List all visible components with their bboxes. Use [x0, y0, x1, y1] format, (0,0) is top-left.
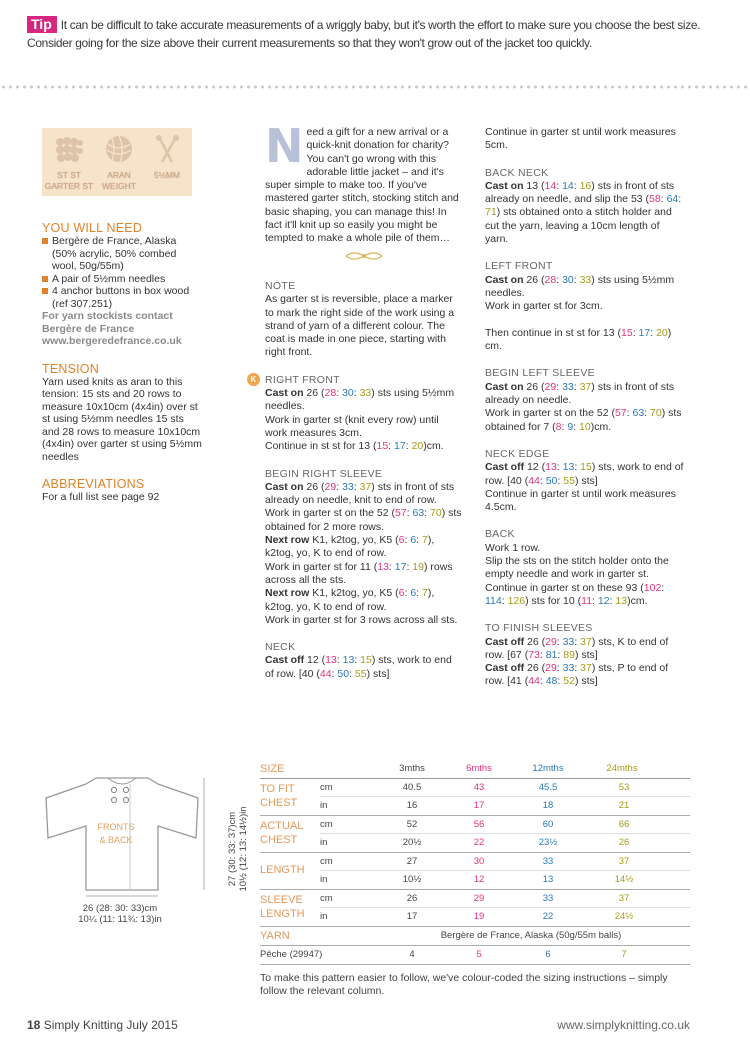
- yarn-label: YARN: [260, 930, 290, 942]
- neck-heading: NECK: [265, 641, 296, 654]
- row-label: [260, 893, 305, 921]
- middle-column: [250, 119, 463, 681]
- you-will-need-heading: YOU WILL NEED: [42, 221, 143, 235]
- table-cell: 52: [406, 819, 418, 830]
- dropcap: N: [265, 119, 304, 173]
- icon-panel: [42, 128, 192, 196]
- left-front-heading: LEFT FRONT: [485, 260, 553, 273]
- table-cell: 40.5: [402, 782, 422, 793]
- width-dimension: [55, 903, 185, 925]
- ball-cell: [94, 134, 144, 191]
- table-cell: 13: [542, 874, 554, 885]
- unit-label: in: [320, 800, 328, 811]
- pattern-text: Cast on 13 (14: 14: 16) sts in front of sts already on needle, and slip the 53 (58: 64: 71) sts obtained onto a stitch holder and cut the yarn, leaving a 10cm length of yarn.: [485, 179, 682, 246]
- table-cell: 29: [473, 893, 485, 904]
- table-cell: 5: [476, 949, 482, 960]
- table-cell: 18: [542, 800, 554, 811]
- table-cell: 10½: [402, 874, 422, 885]
- table-cell: 37: [618, 856, 630, 867]
- unit-label: in: [320, 911, 328, 922]
- diagram-label: & BACK: [99, 835, 133, 845]
- needles-cell: [142, 134, 192, 180]
- col-12mths: 12mths: [512, 760, 584, 778]
- pattern-text: Cast on 26 (29: 33: 37) sts in front of sts already on needle, knit to end of row. Work in garter st on the 52 (57: 63: 70) sts obtained for 2 more rows. Next row K1, k2tog, yo, K5 (6: 6: 7), k2tog, yo, K to end of row. Work in garter st for 11 (13: 17: 19) rows across all the sts. Next row K1, k2tog, yo, K5 (6: 6: 7), k2tog, yo, K to end of row. Work in garter st for 3 rows across all sts.: [265, 480, 462, 626]
- right-column: [485, 126, 685, 689]
- unit-label: in: [320, 874, 328, 885]
- row-label-line2: LENGTH: [260, 908, 305, 920]
- list-item: 4 anchor buttons in box wood (ref 307.251): [42, 285, 202, 310]
- unit-label: cm: [320, 819, 333, 830]
- table-row: [260, 853, 690, 890]
- icon-caption: 5½MM: [154, 170, 180, 180]
- row-label: [260, 819, 303, 847]
- width-cm: 26 (28: 30: 33)cm: [82, 903, 158, 914]
- height-dimension: [227, 774, 249, 924]
- colour-name: Pêche (29947): [260, 949, 323, 960]
- table-cell: 60: [542, 819, 554, 830]
- row-label-line1: SLEEVE: [260, 894, 303, 906]
- left-column: [42, 221, 202, 504]
- table-row: [260, 779, 690, 816]
- tip-label: Tip: [27, 16, 57, 33]
- table-cell: 4: [409, 949, 415, 960]
- diagram-label: FRONTS: [97, 822, 135, 832]
- table-header-row: [260, 760, 690, 778]
- pattern-text: Cast on 26 (28: 30: 33) sts using 5½mm needles. Work in garter st (knit every row) until work measures 3cm. Continue in st st for 13 (15: 17: 20)cm.: [265, 387, 455, 453]
- icon-caption: WEIGHT: [102, 181, 136, 191]
- table-cell: 21: [618, 800, 630, 811]
- dotted-divider: [0, 85, 750, 89]
- table-cell: 33: [542, 893, 554, 904]
- abbreviations-heading: ABBREVIATIONS: [42, 477, 145, 491]
- table-cell: 12: [473, 874, 485, 885]
- icon-caption: GARTER ST: [44, 181, 94, 191]
- intro-text: eed a gift for a new arrival or a quick-knit donation for charity? You can't go wrong with this adorable little jacket – and it's super simple to make too. If you've mastered garter stitch, stocking stitch and basic shaping, you can manage this! In fact it'll knit up so easily you might be tempted to make a whole pile of them…: [265, 126, 459, 245]
- row-label-line1: TO FIT: [260, 783, 295, 795]
- col-6mths: 6mths: [446, 760, 512, 778]
- table-cell: 22: [473, 837, 485, 848]
- begin-right-sleeve-heading: BEGIN RIGHT SLEEVE: [265, 467, 383, 480]
- table-cell: 6: [545, 949, 551, 960]
- table-row: [260, 816, 690, 853]
- table-cell: 14½: [614, 874, 634, 885]
- row-divider: [320, 907, 690, 908]
- table-cell: 53: [618, 782, 630, 793]
- stockists-url[interactable]: www.bergeredefrance.co.uk: [42, 335, 182, 347]
- table-cell: 26: [618, 837, 630, 848]
- yarn-text: Bergère de France, Alaska (50g/55m balls): [440, 930, 622, 941]
- table-cell: 30: [473, 856, 485, 867]
- footer-url[interactable]: www.simplyknitting.co.uk: [557, 1018, 690, 1032]
- pattern-text: Continue in garter st until work measures 5cm.: [485, 126, 676, 152]
- pattern-text: Cast on 26 (28: 30: 33) sts using 5½mm needles. Work in garter st for 3cm. Then continue in st st for 13 (15: 17: 20) cm.: [485, 273, 675, 353]
- height-cm: 27 (30: 33: 37)cm: [227, 811, 238, 887]
- list-item: Bergère de France, Alaska (50% acrylic, 50% combed wool, 50g/55m): [42, 235, 202, 273]
- yarn-ball-icon: [104, 134, 134, 164]
- icon-caption: ARAN: [107, 170, 131, 180]
- table-cell: 66: [618, 819, 630, 830]
- table-row: [260, 890, 690, 927]
- table-cell: 17: [473, 800, 485, 811]
- neck-edge-heading: NECK EDGE: [485, 447, 550, 460]
- footer-left: [27, 1018, 178, 1032]
- colour-row: [260, 946, 690, 965]
- unit-label: cm: [320, 856, 333, 867]
- table-cell: 37: [618, 893, 630, 904]
- to-finish-sleeves-heading: TO FINISH SLEEVES: [485, 622, 593, 635]
- col-24mths: 24mths: [584, 760, 690, 778]
- row-label-line1: LENGTH: [260, 864, 305, 876]
- yarn-swatch-icon: [54, 134, 84, 164]
- abbreviations-text: For a full list see page 92: [42, 491, 160, 503]
- tension-heading: TENSION: [42, 361, 99, 376]
- width-in: 10¼ (11: 11¾: 13)in: [78, 914, 162, 925]
- tip-box: [27, 16, 727, 52]
- jacket-outline: [46, 778, 198, 890]
- needles-icon: [152, 134, 182, 164]
- stockists-line: For yarn stockists contact: [42, 310, 173, 322]
- row-label-line2: CHEST: [260, 834, 298, 846]
- tension-text: Yarn used knits as aran to this tension: 15 sts and 20 rows to measure 10x10cm (4x4in) over st st using 5½mm needles 15 sts and 28 rows to measure 10x10cm (4x4in) over garter st using 5½mm needles: [42, 375, 202, 463]
- row-label: [260, 782, 297, 810]
- list-item: A pair of 5½mm needles: [42, 273, 202, 286]
- table-cell: 45.5: [538, 782, 558, 793]
- begin-left-sleeve-heading: BEGIN LEFT SLEEVE: [485, 367, 595, 380]
- tip-text: It can be difficult to take accurate measurements of a wriggly baby, but it's worth the effort to make sure you choose the best size. Consider going for the size above their current measurements so that they won't grow out of the jacket too quickly.: [27, 18, 701, 50]
- table-cell: 19: [473, 911, 485, 922]
- col-3mths: 3mths: [378, 760, 446, 778]
- right-front-heading: K RIGHT FRONT: [265, 374, 463, 387]
- table-cell: 23½: [538, 837, 558, 848]
- unit-label: cm: [320, 782, 333, 793]
- pattern-text: Work 1 row. Slip the sts on the stitch holder onto the empty needle and work in garter st. Continue in garter st on these 93 (102: 114: 126) sts for 10 (11: 12: 13)cm.: [485, 541, 669, 607]
- table-cell: 20½: [402, 837, 422, 848]
- intro-paragraph: [265, 119, 463, 246]
- table-cell: 7: [621, 949, 627, 960]
- table-cell: 43: [473, 782, 485, 793]
- back-neck-heading: BACK NECK: [485, 166, 549, 179]
- ornament: [265, 250, 463, 266]
- table-cell: 56: [473, 819, 485, 830]
- pattern-text: Cast on 26 (29: 33: 37) sts in front of sts already on needle. Work in garter st on the 52 (57: 63: 70) sts obtained for 7 (8: 9: 10)cm.: [485, 380, 682, 433]
- pattern-text: Cast off 26 (29: 33: 37) sts, K to end of row. [67 (73: 81: 89) sts] Cast off 26 (29: 33: 37) sts, P to end of row. [41 (44: 48: 52) sts]: [485, 635, 669, 688]
- row-label: [260, 863, 305, 877]
- row-divider: [320, 833, 690, 834]
- ornament-icon: [344, 250, 384, 262]
- table-cell: 26: [406, 893, 418, 904]
- height-in: 10½ (12: 13: 14½)in: [238, 806, 249, 892]
- page-number: 18: [27, 1018, 41, 1032]
- table-cell: 27: [406, 856, 418, 867]
- pattern-text: Cast off 12 (13: 13: 15) sts, work to end of row. [40 (44: 50: 55) sts]: [265, 654, 452, 680]
- neckline: [108, 778, 136, 784]
- pattern-text: Cast off 12 (13: 13: 15) sts, work to end of row. [40 (44: 50: 55) sts] Continue in garter st until work measures 4.5cm.: [485, 461, 684, 514]
- table-cell: 16: [406, 800, 418, 811]
- unit-label: in: [320, 837, 328, 848]
- row-divider: [320, 870, 690, 871]
- note-heading: NOTE: [265, 279, 296, 292]
- row-label-line2: CHEST: [260, 797, 298, 809]
- row-divider: [320, 796, 690, 797]
- back-heading: BACK: [485, 528, 515, 541]
- row-label-line1: ACTUAL: [260, 820, 304, 832]
- sizes-table: [260, 760, 690, 779]
- size-header: SIZE: [260, 760, 320, 778]
- yarn-row: [260, 927, 690, 946]
- table-cell: 24½: [614, 911, 634, 922]
- unit-label: cm: [320, 893, 333, 904]
- magazine-name: Simply Knitting July 2015: [43, 1018, 178, 1032]
- stockists-line: Bergère de France: [42, 322, 135, 335]
- note-text: As garter st is reversible, place a marker to mark the right side of the work using a strand of yarn of a different colour. The coat is made in one piece, starting with right front.: [265, 293, 455, 359]
- table-cell: 33: [542, 856, 554, 867]
- table-note: To make this pattern easier to follow, we've colour-coded the sizing instructions – simply follow the relevant column.: [260, 972, 668, 997]
- table-cell: 22: [542, 911, 554, 922]
- k-badge: K: [247, 373, 260, 386]
- table-cell: 17: [406, 911, 418, 922]
- icon-caption: ST ST: [57, 170, 81, 180]
- swatch-cell: [44, 134, 94, 191]
- button-icons: [111, 787, 128, 802]
